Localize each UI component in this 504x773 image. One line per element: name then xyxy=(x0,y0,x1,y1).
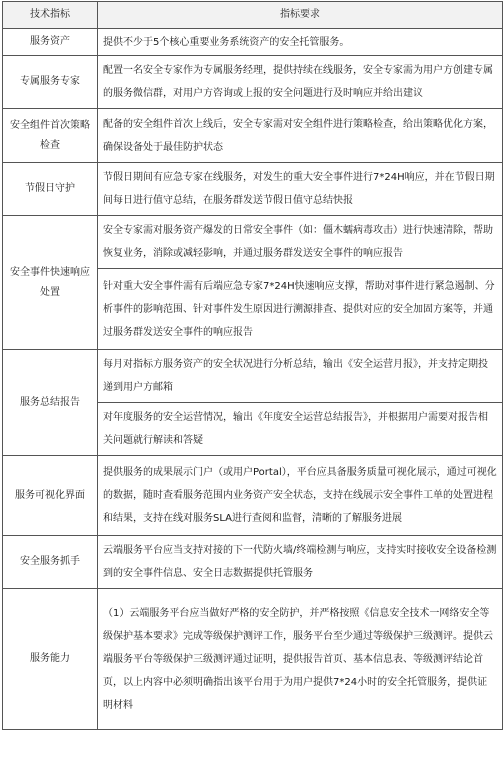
row-label-incident-response: 安全事件快速响应处置 xyxy=(3,216,98,350)
row-content: 安全专家需对服务资产爆发的日常安全事件（如：僵木蠕病毒攻击）进行快速清除，帮助恢复业务，消除或减轻影响，并通过服务群发送安全事件的响应报告 xyxy=(98,216,503,269)
requirements-table xyxy=(2,1,503,730)
row-content: 云端服务平台应当支持对接的下一代防火墙/终端检测与响应，支持实时接收安全设备检测到的安全事件信息、安全日志数据提供托管服务 xyxy=(98,536,503,589)
table-header-row xyxy=(3,2,503,29)
table-row xyxy=(3,29,503,56)
row-content: 提供不少于5个核心重要业务系统资产的安全托管服务。 xyxy=(98,29,503,56)
table-row xyxy=(3,456,503,536)
table-row xyxy=(3,350,503,403)
row-label-service-assets: 服务资产 xyxy=(3,29,98,56)
table-row xyxy=(3,536,503,589)
header-indicator-requirement: 指标要求 xyxy=(98,2,503,29)
row-label-service-capability: 服务能力 xyxy=(3,589,98,730)
row-content: 节假日期间有应急专家在线服务，对发生的重大安全事件进行7*24H响应，并在节假日期间每日进行值守总结，在服务群发送节假日值守总结快报 xyxy=(98,163,503,216)
row-label-first-policy-check: 安全组件首次策略检查 xyxy=(3,109,98,163)
row-content: 提供服务的成果展示门户（或用户Portal），平台应具备服务质量可视化展示，通过可视化的数据，随时查看服务范围内业务资产安全状态，支持在线展示安全事件工单的处置进程和结果，支持在线对服务SLA进行查阅和监督，清晰的了解服务进展 xyxy=(98,456,503,536)
table-row xyxy=(3,216,503,269)
row-label-dedicated-expert: 专属服务专家 xyxy=(3,56,98,109)
row-content: （1）云端服务平台应当做好严格的安全防护，并严格按照《信息安全技术一网络安全等级保护基本要求》完成等级保护测评工作，服务平台至少通过等级保护三级测评。提供云端服务平台等级保护三级测评通过证明，提供报告首页、基本信息表、等级测评结论首页，以上内容中必须明确指出该平台用于为用户提供7*24小时的安全托管服务，提供证明材料 xyxy=(98,589,503,730)
row-content: 配备的安全组件首次上线后，安全专家需对安全组件进行策略检查，给出策略优化方案，确保设备处于最佳防护状态 xyxy=(98,109,503,163)
row-content: 针对重大安全事件需有后端应急专家7*24H快速响应支撑，帮助对事件进行紧急遏制、分析事件的影响范围、针对事件发生原因进行溯源排查、提供对应的安全加固方案等，并通过服务群发送安全事件的响应报告 xyxy=(98,269,503,350)
row-content: 配置一名安全专家作为专属服务经理，提供持续在线服务，安全专家需为用户方创建专属的服务微信群，对用户方咨询或上报的安全问题进行及时响应并给出建议 xyxy=(98,56,503,109)
row-label-service-handle: 安全服务抓手 xyxy=(3,536,98,589)
table-row xyxy=(3,109,503,163)
row-content: 每月对指标方服务资产的安全状况进行分析总结，输出《安全运营月报》，并支持定期投递到用户方邮箱 xyxy=(98,350,503,403)
row-label-holiday-guard: 节假日守护 xyxy=(3,163,98,216)
row-content: 对年度服务的安全运营情况，输出《年度安全运营总结报告》，并根据用户需要对报告相关问题就行解读和答疑 xyxy=(98,403,503,456)
row-label-summary-report: 服务总结报告 xyxy=(3,350,98,456)
row-label-visual-interface: 服务可视化界面 xyxy=(3,456,98,536)
table-row xyxy=(3,163,503,216)
table-row xyxy=(3,56,503,109)
header-technical-indicator: 技术指标 xyxy=(3,2,98,29)
table-row xyxy=(3,589,503,730)
